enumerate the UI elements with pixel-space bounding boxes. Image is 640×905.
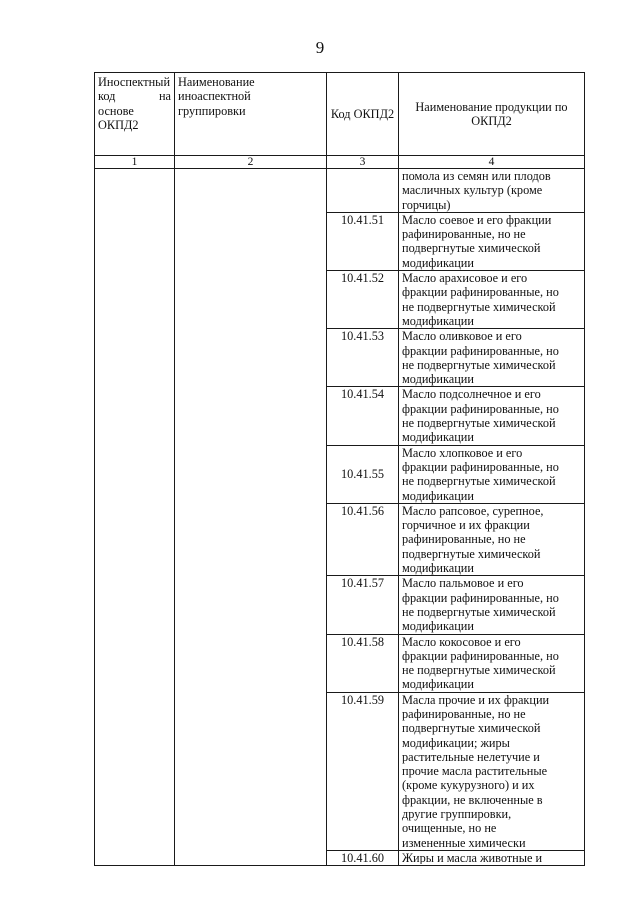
product-name-line: не подвергнутые химической — [402, 357, 556, 372]
column-numbers-row — [95, 156, 585, 169]
product-name-line: фракции рафинированные, но — [402, 648, 559, 663]
header-word: на — [158, 89, 171, 104]
header-line: основе — [98, 103, 134, 118]
product-name-line: растительные нелетучие и — [402, 749, 540, 764]
okpd2-code-cell: 10.41.55 — [327, 445, 399, 503]
product-name-line: прочие масла растительные — [402, 764, 548, 779]
product-name-line: фракции рафинированные, но — [402, 590, 559, 605]
product-name-line: подвергнутые химической — [402, 721, 541, 736]
product-name-cell — [399, 576, 585, 634]
product-name-cell — [399, 850, 585, 865]
product-name-line: модификации; жиры — [402, 735, 510, 750]
product-name-cell — [399, 445, 585, 503]
product-name-cell — [399, 329, 585, 387]
product-name-line: рафинированные, но не — [402, 532, 526, 547]
product-name-line: Жиры и масла животные и — [402, 850, 543, 864]
product-name-cell — [399, 503, 585, 575]
okpd2-code-cell: 10.41.58 — [327, 634, 399, 692]
product-name-cell — [399, 169, 585, 213]
product-name-line: фракции рафинированные, но — [402, 285, 559, 300]
product-name-line: модификации — [402, 255, 474, 270]
product-name-line: фракции рафинированные, но — [402, 459, 559, 474]
product-name-line: подвергнутые химической — [402, 241, 541, 256]
product-name-line: рафинированные, но не — [402, 706, 526, 721]
product-name-line: модификации — [402, 619, 474, 634]
product-name-line: фракции, не включенные в — [402, 792, 543, 807]
product-name-line: не подвергнутые химической — [402, 416, 556, 431]
header-line: иноаспектной — [178, 89, 251, 104]
okpd2-code-cell: 10.41.57 — [327, 576, 399, 634]
header-word: код — [98, 89, 116, 104]
product-name-line: измененные химически — [402, 835, 526, 850]
product-name-line: не подвергнутые химической — [402, 474, 556, 489]
product-name-line: Масло соевое и его фракции — [402, 212, 552, 227]
okpd2-code-cell: 10.41.56 — [327, 503, 399, 575]
product-name-line: Масло оливковое и его — [402, 329, 522, 344]
product-name-line: фракции рафинированные, но — [402, 401, 559, 416]
product-name-line: (кроме кукурузного) и их — [402, 778, 535, 793]
product-name-cell — [399, 692, 585, 850]
product-name-line: горчицы) — [402, 197, 451, 212]
okpd2-code-cell: 10.41.59 — [327, 692, 399, 850]
product-name-line: модификации — [402, 430, 474, 445]
product-name-cell — [399, 271, 585, 329]
product-name-line: модификации — [402, 488, 474, 503]
product-name-cell — [399, 212, 585, 270]
okpd2-code-cell: 10.41.54 — [327, 387, 399, 445]
product-name-line: не подвергнутые химической — [402, 663, 556, 678]
product-name-cell — [399, 387, 585, 445]
okpd2-code-cell: 10.41.60 — [327, 850, 399, 865]
product-name-line: рафинированные, но не — [402, 227, 526, 242]
product-name-line: фракции рафинированные, но — [402, 343, 559, 358]
header-inoaspect-code — [95, 73, 175, 156]
product-name-line: не подвергнутые химической — [402, 299, 556, 314]
product-name-line: Масло рапсовое, сурепное, — [402, 503, 544, 518]
product-name-cell — [399, 634, 585, 692]
product-name-line: очищенные, но не — [402, 821, 497, 836]
group-name-cell — [175, 169, 327, 866]
product-name-line: подвергнутые химической — [402, 546, 541, 561]
header-product-name: Наименование продукции по ОКПД2 — [399, 73, 585, 156]
table-row — [95, 169, 585, 213]
column-number: 4 — [399, 156, 585, 169]
header-line: Иноспектный — [98, 75, 171, 89]
product-name-line: модификации — [402, 677, 474, 692]
header-line: Наименование — [178, 75, 255, 89]
inoaspect-code-cell — [95, 169, 175, 866]
product-name-line: масличных культур (кроме — [402, 183, 543, 198]
okpd2-code-cell: 10.41.53 — [327, 329, 399, 387]
product-name-line: модификации — [402, 561, 474, 576]
product-name-line: Масло арахисовое и его — [402, 271, 528, 286]
product-name-line: Масла прочие и их фракции — [402, 692, 550, 707]
okpd2-table — [94, 72, 585, 866]
product-name-line: модификации — [402, 372, 474, 387]
product-name-line: другие группировки, — [402, 807, 512, 822]
product-name-line: Масло подсолнечное и его — [402, 387, 541, 402]
product-name-line: Масло хлопковое и его — [402, 445, 523, 460]
column-number: 3 — [327, 156, 399, 169]
product-name-line: горчичное и их фракции — [402, 518, 530, 533]
okpd2-code-cell — [327, 169, 399, 213]
product-name-line: Масло кокосовое и его — [402, 634, 521, 649]
header-line: ОКПД2 — [98, 117, 139, 132]
product-name-line: модификации — [402, 313, 474, 328]
okpd2-code-cell: 10.41.51 — [327, 212, 399, 270]
product-name-line: помола из семян или плодов — [402, 169, 551, 183]
header-line: группировки — [178, 103, 246, 118]
page-number: 9 — [315, 38, 325, 57]
product-name-line: Масло пальмовое и его — [402, 576, 524, 591]
header-line — [98, 89, 171, 103]
column-number: 2 — [175, 156, 327, 169]
column-number: 1 — [95, 156, 175, 169]
product-name-line: не подвергнутые химической — [402, 604, 556, 619]
okpd2-code-cell: 10.41.52 — [327, 271, 399, 329]
cut-line-wrap — [402, 851, 581, 864]
header-okpd2-code: Код ОКПД2 — [327, 73, 399, 156]
header-row — [95, 73, 585, 156]
header-group-name — [175, 73, 327, 156]
